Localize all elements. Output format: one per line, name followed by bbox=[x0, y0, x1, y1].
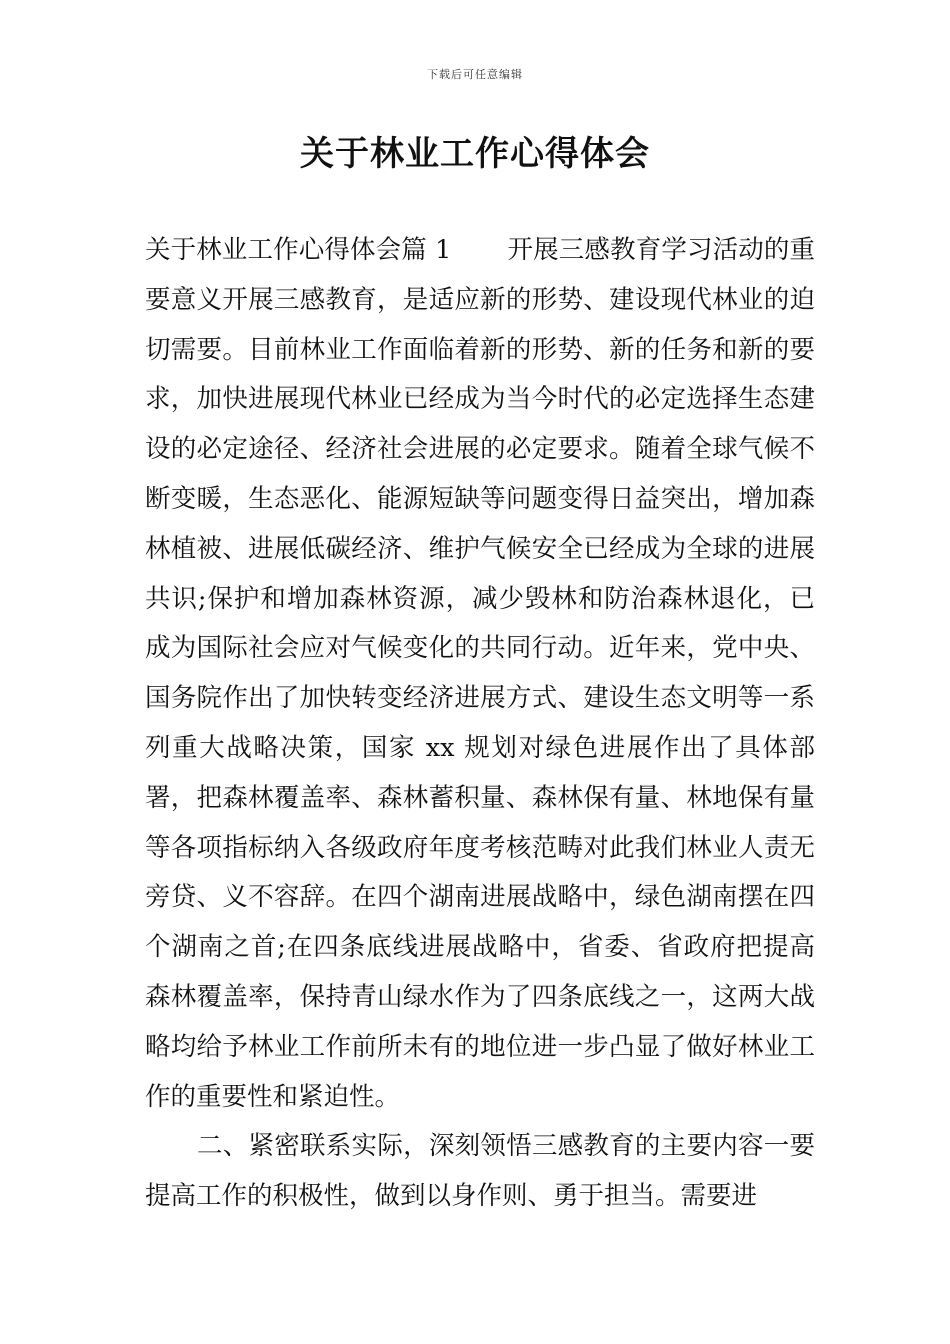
paragraph-1-text: 开展三感教育学习活动的重要意义开展三感教育，是适应新的形势、建设现代林业的迫切需要。目前林业工作面临着新的形势、新的任务和新的要求，加快进展现代林业已经成为当今时代的必定选择生态建设的必定途径、经济社会进展的必定要求。随着全球气候不断变暖，生态恶化、能源短缺等问题变得日益突出，增加森林植被、进展低碳经济、维护气候安全已经成为全球的进展共识;保护和增加森林资源，减少毁林和防治森林退化，已成为国际社会应对气候变化的共同行动。近年来，党中央、国务院作出了加快转变经济进展方式、建设生态文明等一系列重大战略决策，国家 xx 规划对绿色进展作出了具体部署，把森林覆盖率、森林蓄积量、森林保有量、林地保有量等各项指标纳入各级政府年度考核范畴对此我们林业人责无旁贷、义不容辞。在四个湖南进展战略中，绿色湖南摆在四个湖南之首;在四条底线进展战略中，省委、省政府把提高森林覆盖率，保持青山绿水作为了四条底线之一，这两大战略均给予林业工作前所未有的地位进一步凸显了做好林业工作的重要性和紧迫性。 bbox=[145, 235, 815, 1112]
paragraph-1 bbox=[145, 226, 815, 1122]
document-title: 关于林业工作心得体会 bbox=[300, 134, 650, 174]
header-note: 下载后可任意编辑 bbox=[427, 68, 523, 81]
paragraph-2: 二、紧密联系实际，深刻领悟三感教育的主要内容一要提高工作的积极性，做到以身作则、勇于担当。需要进 bbox=[145, 1131, 815, 1212]
document-body bbox=[145, 226, 815, 1222]
section-heading: 关于林业工作心得体会篇 1 bbox=[145, 235, 452, 265]
